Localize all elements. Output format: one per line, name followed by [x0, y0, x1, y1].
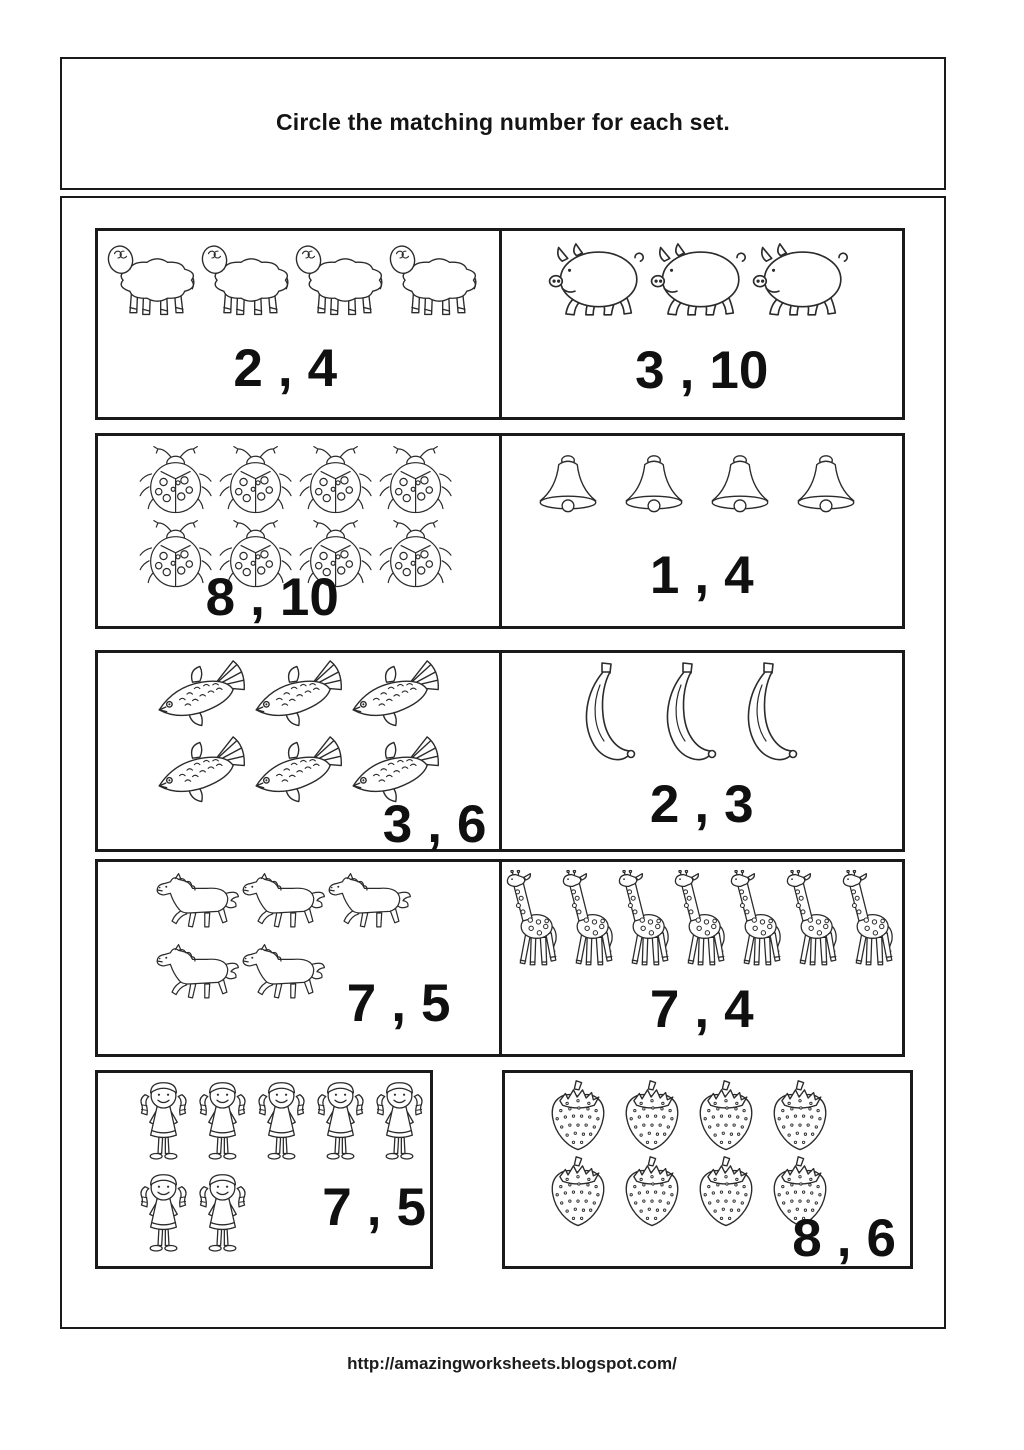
answer-option-2[interactable]: 10 — [279, 568, 339, 627]
strawberry-icon — [615, 1155, 689, 1231]
fish-icon — [150, 735, 247, 809]
giraffe-icon — [841, 870, 897, 972]
worksheet-row-2 — [95, 433, 908, 629]
answer-option-2[interactable]: 6 — [866, 1209, 896, 1268]
giraffe-icon — [729, 870, 785, 972]
set-cell-bananas — [499, 650, 906, 852]
banana-icon — [572, 659, 650, 771]
answer-option-1[interactable]: 7 — [322, 1178, 352, 1237]
ladybug-icon — [216, 445, 296, 519]
horse-icon — [154, 872, 240, 931]
set-cell-giraffes — [499, 859, 906, 1057]
answer-options — [502, 980, 903, 1039]
girl-icon — [252, 1080, 311, 1170]
worksheet-row-4 — [95, 859, 908, 1057]
answer-options — [346, 974, 499, 1033]
comma-separator: , — [694, 775, 710, 834]
ladybug-icon — [296, 445, 376, 519]
comma-separator: , — [679, 341, 695, 400]
set-cell-horses — [95, 859, 502, 1057]
girl-icon — [311, 1080, 370, 1170]
fish-icon — [247, 735, 344, 809]
answer-option-2[interactable]: 4 — [724, 546, 754, 605]
giraffe-icon — [785, 870, 841, 972]
banana-icon — [653, 659, 731, 771]
strawberry-icon — [541, 1079, 615, 1155]
comma-separator: , — [277, 339, 293, 398]
horse-icon — [154, 943, 240, 1002]
fish-icon — [344, 659, 441, 733]
answer-options — [502, 775, 903, 834]
fish-icon — [247, 659, 344, 733]
sheep-icon — [388, 239, 482, 324]
answer-options — [382, 795, 499, 854]
answer-options — [792, 1209, 910, 1268]
comma-separator: , — [836, 1209, 852, 1268]
worksheet-row-1 — [95, 228, 908, 420]
bell-set — [528, 452, 880, 526]
set-cell-girls — [95, 1070, 433, 1269]
comma-separator: , — [366, 1178, 382, 1237]
worksheet-row-5 — [95, 1070, 915, 1269]
giraffe-set — [505, 870, 900, 972]
strawberry-icon — [541, 1155, 615, 1231]
horse-icon — [326, 872, 412, 931]
answer-option-2[interactable]: 4 — [724, 980, 754, 1039]
banana-set — [572, 659, 832, 771]
pig-icon — [748, 243, 850, 323]
sheep-icon — [294, 239, 388, 324]
bell-icon — [786, 452, 866, 526]
page-title: Circle the matching number for each set. — [275, 109, 731, 135]
answer-option-1[interactable]: 2 — [649, 775, 680, 834]
girl-icon — [193, 1172, 252, 1262]
worksheet-row-3 — [95, 650, 908, 852]
answer-option-2[interactable]: 4 — [307, 339, 338, 398]
answer-option-1[interactable]: 7 — [346, 974, 377, 1033]
answer-option-2[interactable]: 5 — [396, 1178, 426, 1237]
answer-option-1[interactable]: 8 — [205, 568, 236, 627]
set-cell-pigs — [499, 228, 906, 420]
giraffe-icon — [673, 870, 729, 972]
set-cell-strawberries — [502, 1070, 913, 1269]
answer-option-1[interactable]: 8 — [792, 1209, 822, 1268]
title-box — [60, 57, 946, 190]
bell-icon — [528, 452, 608, 526]
girl-icon — [193, 1080, 252, 1170]
answer-option-1[interactable]: 1 — [649, 546, 680, 605]
ladybug-icon — [376, 445, 456, 519]
answer-option-2[interactable]: 5 — [421, 974, 451, 1033]
giraffe-icon — [561, 870, 617, 972]
fish-icon — [150, 659, 247, 733]
ladybug-icon — [136, 445, 216, 519]
answer-options — [502, 341, 903, 400]
answer-options — [322, 1178, 430, 1237]
strawberry-icon — [615, 1079, 689, 1155]
sheep-icon — [200, 239, 294, 324]
strawberry-icon — [763, 1079, 837, 1155]
fish-set — [150, 659, 445, 809]
sheep-icon — [106, 239, 200, 324]
sheep-set — [106, 239, 488, 324]
giraffe-icon — [505, 870, 561, 972]
set-cell-ladybugs — [95, 433, 502, 629]
answer-options — [98, 568, 499, 627]
comma-separator: , — [694, 546, 710, 605]
strawberry-icon — [689, 1079, 763, 1155]
strawberry-icon — [689, 1155, 763, 1231]
answer-option-2[interactable]: 3 — [724, 775, 754, 834]
comma-separator: , — [694, 980, 710, 1039]
comma-separator: , — [427, 795, 443, 854]
comma-separator: , — [250, 568, 265, 627]
answer-option-1[interactable]: 2 — [233, 339, 263, 398]
comma-separator: , — [391, 974, 407, 1033]
answer-options — [98, 339, 499, 398]
horse-icon — [240, 872, 326, 931]
set-cell-fish — [95, 650, 502, 852]
answer-options — [502, 546, 903, 605]
banana-icon — [734, 659, 812, 771]
answer-option-1[interactable]: 7 — [649, 980, 680, 1039]
girl-icon — [370, 1080, 429, 1170]
horse-icon — [240, 943, 326, 1002]
giraffe-icon — [617, 870, 673, 972]
source-url: http://amazingworksheets.blogspot.com/ — [347, 1354, 677, 1373]
answer-option-1[interactable]: 3 — [635, 341, 665, 400]
pig-set — [544, 243, 856, 323]
pig-icon — [544, 243, 646, 323]
girl-icon — [134, 1080, 193, 1170]
girl-set — [134, 1080, 434, 1262]
set-cell-bells — [499, 433, 906, 629]
set-cell-sheep — [95, 228, 502, 420]
answer-option-2[interactable]: 10 — [709, 341, 769, 400]
answer-option-2[interactable]: 6 — [457, 795, 487, 854]
bell-icon — [700, 452, 780, 526]
pig-icon — [646, 243, 748, 323]
bell-icon — [614, 452, 694, 526]
girl-icon — [134, 1172, 193, 1262]
answer-option-1[interactable]: 3 — [382, 795, 413, 854]
